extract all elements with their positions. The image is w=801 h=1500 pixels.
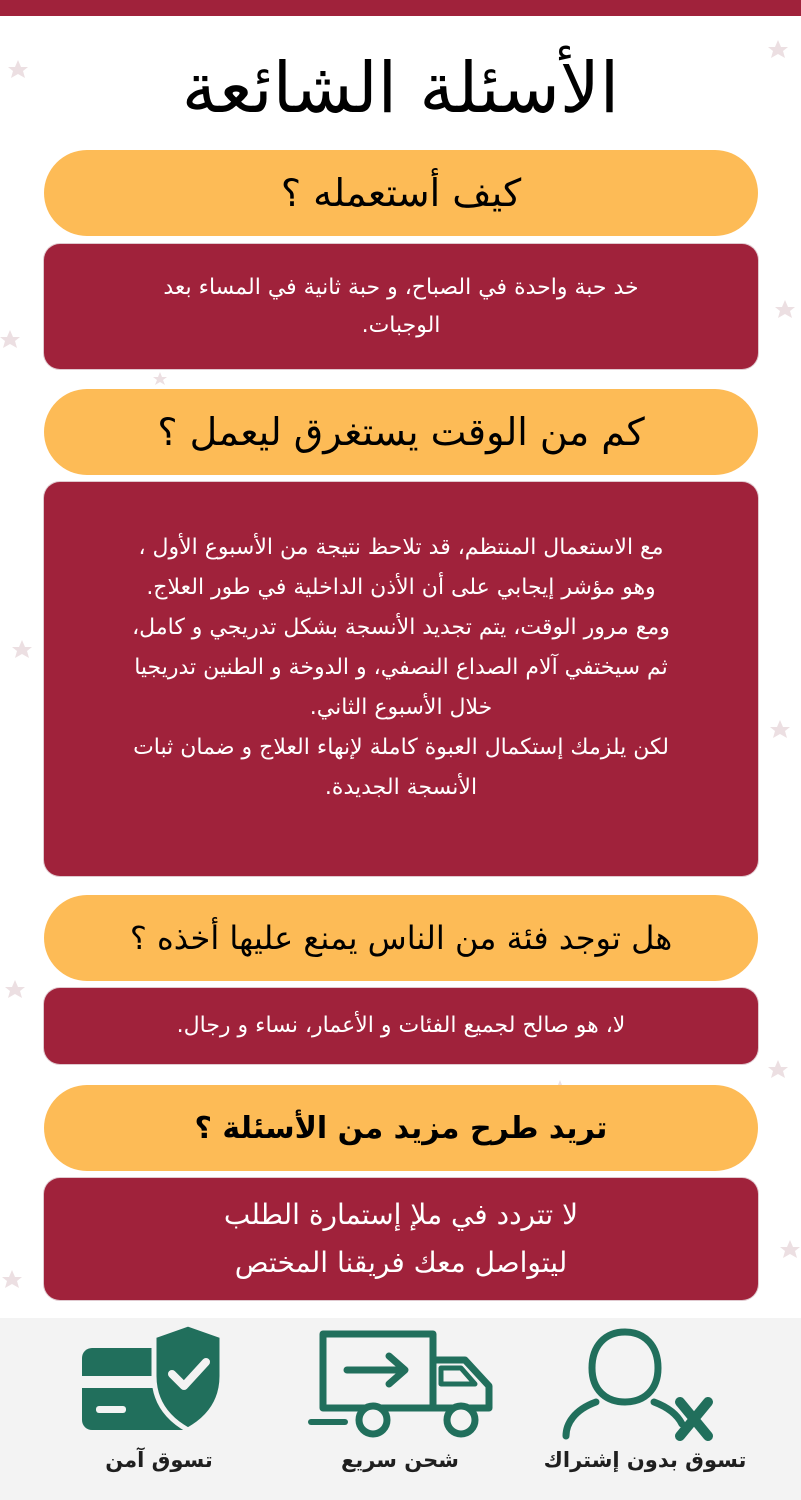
faq-question-text: هل توجد فئة من الناس يمنع عليها أخذه ؟	[129, 919, 673, 957]
faq-question[interactable]	[44, 895, 758, 981]
feature-label: تسوق آمن	[105, 1448, 213, 1472]
feature-label: تسوق بدون إشتراك	[543, 1448, 747, 1472]
feature-no-subscription	[530, 1318, 760, 1500]
faq-question-text: كيف أستعمله ؟	[280, 171, 522, 215]
features-strip	[0, 1318, 801, 1500]
page-title: الأسئلة الشائعة	[181, 47, 620, 129]
feature-fast-shipping	[285, 1318, 515, 1500]
top-accent-bar	[0, 0, 801, 16]
delivery-truck-icon	[285, 1318, 515, 1443]
faq-question-text: تريد طرح مزيد من الأسئلة ؟	[194, 1110, 608, 1146]
secure-card-shield-icon	[44, 1318, 274, 1443]
faq-answer	[44, 244, 758, 369]
faq-answer	[44, 1178, 758, 1300]
faq-answer-text: خد حبة واحدة في الصباح، و حبة ثانية في المساء بعد الوجبات.	[163, 274, 639, 338]
faq-question-text: كم من الوقت يستغرق ليعمل ؟	[157, 410, 645, 454]
faq-answer-text: مع الاستعمال المنتظم، قد تلاحظ نتيجة من الأسبوع الأول ، وهو مؤشر إيجابي على أن الأذن الداخلية في طور العلاج. ومع مرور الوقت، يتم تجديد الأنسجة بشكل تدريجي و كامل، ثم سيختفي آلام الصداع النصفي، و الدوخة و الطنين تدريجيا خلال الأسبوع الثاني. لكن يلزمك إستكمال العبوة كاملة لإنهاء العلاج و ضمان ثبات الأنسجة الجديدة.	[132, 535, 670, 800]
feature-label: شحن سريع	[341, 1448, 459, 1472]
faq-answer-text: لا، هو صالح لجميع الفئات و الأعمار، نساء و رجال.	[176, 1013, 626, 1038]
faq-answer	[44, 988, 758, 1064]
faq-question[interactable]	[44, 1085, 758, 1171]
feature-secure-shopping	[44, 1318, 274, 1500]
faq-answer-text: لا تتردد في ملإ إستمارة الطلب ليتواصل معك فريقنا المختص	[223, 1198, 579, 1279]
faq-answer	[44, 482, 758, 876]
faq-question[interactable]	[44, 150, 758, 236]
faq-question[interactable]	[44, 389, 758, 475]
user-no-subscription-icon	[530, 1318, 760, 1443]
